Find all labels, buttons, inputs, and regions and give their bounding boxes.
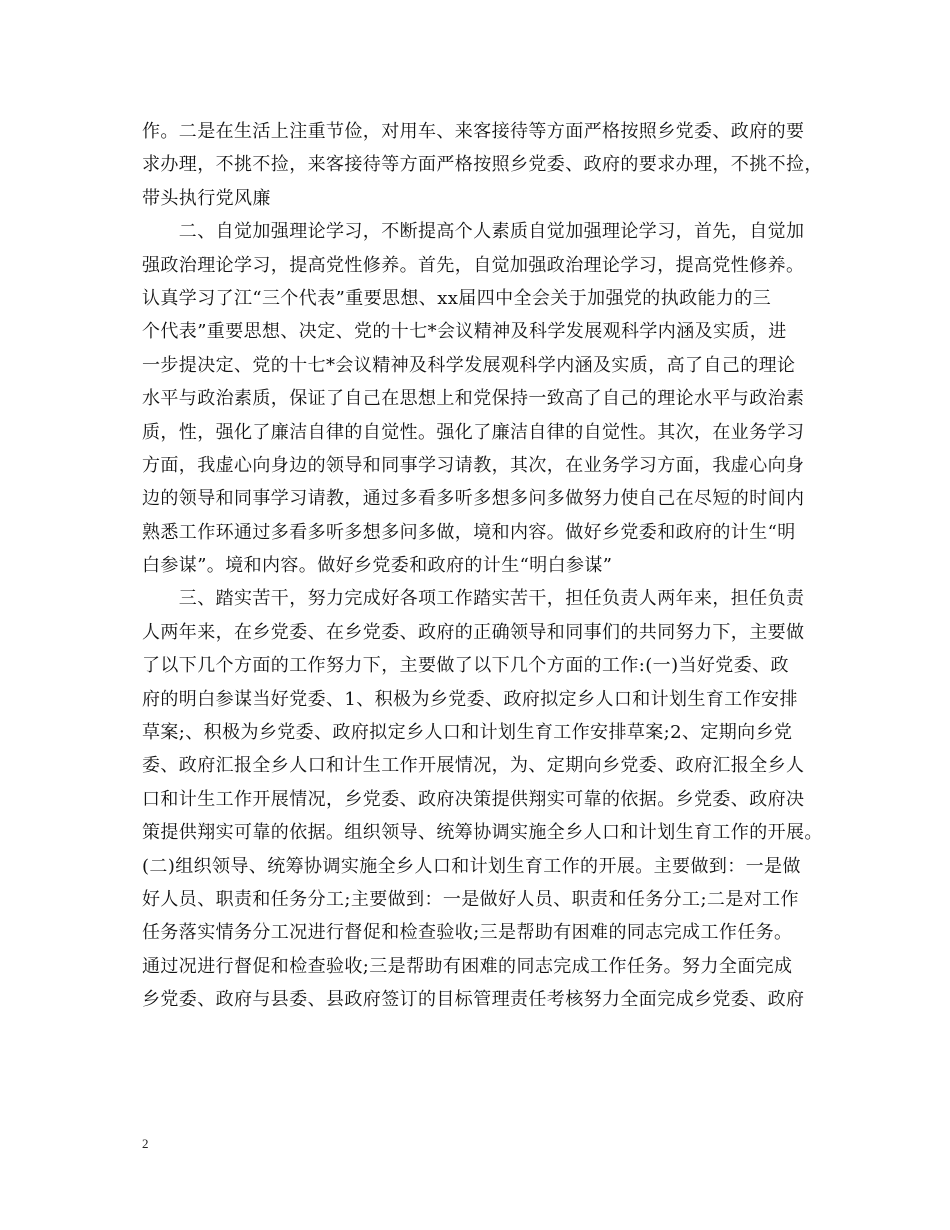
text-line: 三、踏实苦干，努力完成好各项工作踏实苦干，担任负责人两年来，担任负责 xyxy=(142,588,805,610)
text-line: 二、自觉加强理论学习，不断提高个人素质自觉加强理论学习，首先，自觉加 xyxy=(142,221,805,243)
text-line: 通过况进行督促和检查验收;三是帮助有困难的同志完成工作任务。努力全面完成 xyxy=(142,955,793,977)
text-line: 府的明白参谋当好党委、1、积极为乡党委、政府拟定乡人口和计划生育工作安排 xyxy=(142,688,798,710)
text-line: 带头执行党风廉 xyxy=(142,187,271,209)
text-line: 方面，我虚心向身边的领导和同事学习请教，其次，在业务学习方面，我虚心向身 xyxy=(142,454,805,476)
text-line: 作。二是在生活上注重节俭，对用车、来客接待等方面严格按照乡党委、政府的要 xyxy=(142,121,805,142)
text-line: 一步提决定、党的十七*会议精神及科学发展观科学内涵及实质，高了自己的理论 xyxy=(142,354,796,376)
text-line: 求办理，不挑不捡，来客接待等方面严格按照乡党委、政府的要求办理，不挑不捡， xyxy=(142,154,823,176)
text-line: 熟悉工作环通过多看多听多想多问多做，境和内容。做好乡党委和政府的计生“明 xyxy=(142,521,796,543)
text-line: 草案;、积极为乡党委、政府拟定乡人口和计划生育工作安排草案;2、定期向乡党 xyxy=(142,722,793,744)
text-line: 个代表”重要思想、决定、党的十七*会议精神及科学发展观科学内涵及实质，进 xyxy=(142,321,787,343)
text-line: 人两年来，在乡党委、在乡党委、政府的正确领导和同事们的共同努力下，主要做 xyxy=(142,621,805,643)
text-line: 任务落实情务分工况进行督促和检查验收;三是帮助有困难的同志完成工作任务。 xyxy=(142,922,793,944)
text-line: 乡党委、政府与县委、县政府签订的目标管理责任考核努力全面完成乡党委、政府 xyxy=(142,989,805,1011)
text-line: 边的领导和同事学习请教，通过多看多听多想多问多做努力使自己在尽短的时间内 xyxy=(142,488,805,510)
text-line: 委、政府汇报全乡人口和计生工作开展情况，为、定期向乡党委、政府汇报全乡人 xyxy=(142,755,805,777)
text-line: 好人员、职责和任务分工;主要做到：一是做好人员、职责和任务分工;二是对工作 xyxy=(142,888,799,910)
text-line: 口和计生工作开展情况，乡党委、政府决策提供翔实可靠的依据。乡党委、政府决 xyxy=(142,788,805,810)
text-line: (二)组织领导、统筹协调实施全乡人口和计划生育工作的开展。主要做到：一是做 xyxy=(142,855,801,877)
text-line: 白参谋”。境和内容。做好乡党委和政府的计生“明白参谋” xyxy=(142,555,613,577)
text-line: 认真学习了江“三个代表”重要思想、xx届四中全会关于加强党的执政能力的三 xyxy=(142,287,772,309)
body-text xyxy=(142,115,822,1017)
text-line: 水平与政治素质，保证了自己在思想上和党保持一致高了自己的理论水平与政治素 xyxy=(142,388,805,410)
text-line: 质，性，强化了廉洁自律的自觉性。强化了廉洁自律的自觉性。其次，在业务学习 xyxy=(142,421,805,443)
page-number: 2 xyxy=(142,1136,149,1151)
text-line: 策提供翔实可靠的依据。组织领导、统筹协调实施全乡人口和计划生育工作的开展。 xyxy=(142,822,823,844)
text-line: 强政治理论学习，提高党性修养。首先，自觉加强政治理论学习，提高党性修养。 xyxy=(142,254,805,276)
text-line: 了以下几个方面的工作努力下，主要做了以下几个方面的工作:(一)当好党委、政 xyxy=(142,655,789,677)
